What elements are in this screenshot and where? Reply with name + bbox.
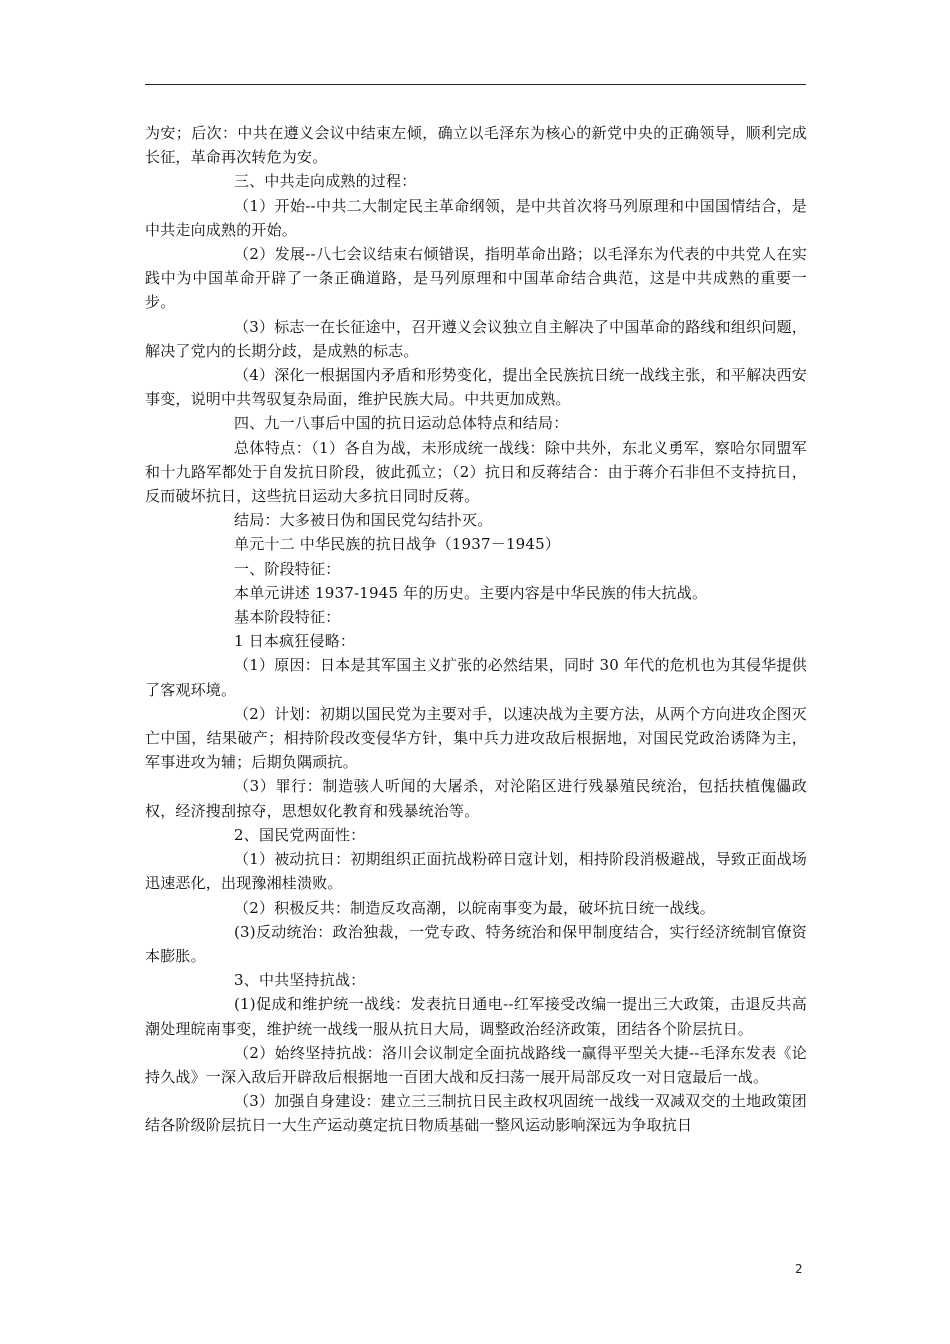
page-number: 2	[795, 1262, 803, 1276]
paragraph: （2）始终坚持抗战：洛川会议制定全面抗战路线一赢得平型关大捷--毛泽东发表《论持久战》一深入敌后开辟敌后根据地一百团大战和反扫荡一展开局部反攻一对日寇最后一战。	[145, 1043, 807, 1086]
paragraph: 三、中共走向成熟的过程：	[234, 172, 417, 191]
paragraph: （3）罪行：制造骇人听闻的大屠杀，对沦陷区进行残暴殖民统治，包括扶植傀儡政权，经济搜刮掠夺，思想奴化教育和残暴统治等。	[145, 777, 807, 820]
paragraph: 结局：大多被日伪和国民党勾结扑灭。	[234, 511, 493, 530]
document-body	[145, 121, 807, 1138]
paragraph: （1）原因：日本是其军国主义扩张的必然结果，同时 30 年代的危机也为其侵华提供了客观环境。	[145, 656, 807, 699]
paragraph: (1)促成和维护统一战线：发表抗日通电--红军接受改编一提出三大政策，击退反共高潮处理皖南事变，维护统一战线一服从抗日大局，调整政治经济政策，团结各个阶层抗日。	[145, 995, 807, 1038]
paragraph: （4）深化一根据国内矛盾和形势变化，提出全民族抗日统一战线主张，和平解决西安事变，说明中共驾驭复杂局面，维护民族大局。中共更加成熟。	[145, 366, 807, 409]
paragraph: 2、国民党两面性：	[234, 825, 366, 844]
paragraph: （1）被动抗日：初期组织正面抗战粉碎日寇计划，相持阶段消极避战，导致正面战场迅速恶化，出现豫湘桂溃败。	[145, 850, 807, 893]
paragraph: （2）计划：初期以国民党为主要对手，以速决战为主要方法，从两个方向进攻企图灭亡中国，结果破产；相持阶段改变侵华方针，集中兵力进攻敌后根据地，对国民党政治诱降为主，军事进攻为辅；后期负隅顽抗。	[145, 704, 807, 772]
paragraph: 为安；后次：中共在遵义会议中结束左倾，确立以毛泽东为核心的新党中央的正确领导，顺利完成长征，革命再次转危为安。	[145, 124, 807, 167]
paragraph: 一、阶段特征：	[234, 559, 341, 578]
paragraph: （2）积极反共：制造反攻高潮，以皖南事变为最，破坏抗日统一战线。	[234, 898, 715, 917]
paragraph: 基本阶段特征：	[234, 608, 341, 627]
paragraph: 1 日本疯狂侵略：	[234, 632, 356, 651]
paragraph: （2）发展--八七会议结束右倾错误，指明革命出路；以毛泽东为代表的中共党人在实践中为中国革命开辟了一条正确道路，是马列原理和中国革命结合典范，这是中共成熟的重要一步。	[145, 245, 807, 312]
paragraph: 本单元讲述 1937-1945 年的历史。主要内容是中华民族的伟大抗战。	[234, 583, 708, 602]
paragraph: （3）加强自身建设：建立三三制抗日民主政权巩固统一战线一双减双交的土地政策团结各阶级阶层抗日一大生产运动奠定抗日物质基础一整风运动影响深远为争取抗日	[145, 1092, 807, 1135]
header-rule	[145, 84, 806, 85]
paragraph: (3)反动统治：政治独裁，一党专政、特务统治和保甲制度结合，实行经济统制官僚资本膨胀。	[145, 922, 807, 965]
paragraph: （1）开始--中共二大制定民主革命纲领，是中共首次将马列原理和中国国情结合，是中共走向成熟的开始。	[145, 196, 807, 239]
paragraph: 四、九一八事后中国的抗日运动总体特点和结局：	[234, 414, 569, 433]
paragraph: 单元十二 中华民族的抗日战争（1937－1945）	[234, 535, 561, 554]
paragraph: 总体特点：（1）各自为战，未形成统一战线：除中共外，东北义勇军，察哈尔同盟军和十九路军都处于自发抗日阶段，彼此孤立；（2）抗日和反蒋结合：由于蒋介石非但不支持抗日，反而破坏抗日，这些抗日运动大多抗日同时反蒋。	[145, 438, 807, 506]
paragraph: （3）标志一在长征途中，召开遵义会议独立自主解决了中国革命的路线和组织问题，解决了党内的长期分歧，是成熟的标志。	[145, 317, 807, 360]
paragraph: 3、中共坚持抗战：	[234, 971, 366, 990]
